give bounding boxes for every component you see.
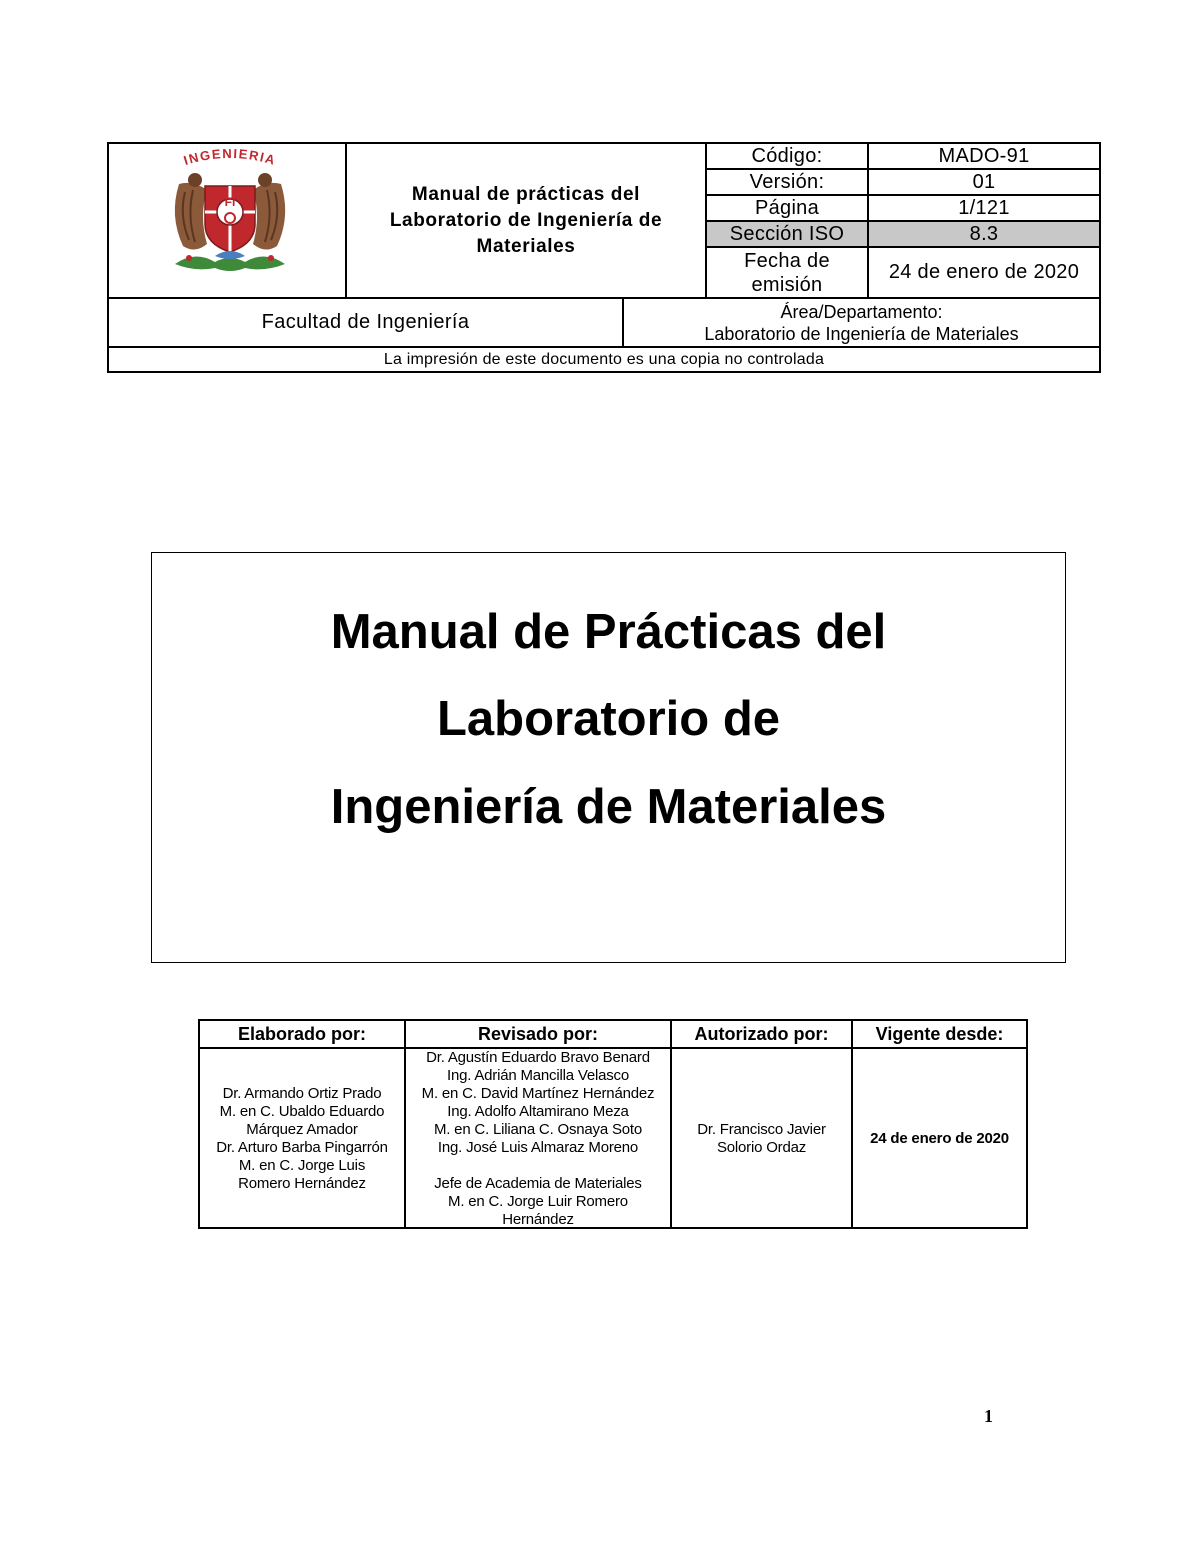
page-label: Página: [754, 196, 820, 219]
area-value: Laboratorio de Ingeniería de Materiales: [704, 323, 1019, 344]
page-number: 1: [984, 1406, 993, 1426]
faculty-name: Facultad de Ingeniería: [261, 311, 470, 333]
uncontrolled-copy-notice: La impresión de este documento es una copia no controlada: [383, 350, 825, 368]
document-title-line: Laboratorio de Ingeniería de: [389, 209, 663, 231]
main-title-line: Laboratorio de: [436, 692, 781, 746]
valid-since-date: 24 de enero de 2020: [870, 1129, 1009, 1147]
document-title-line: Manual de prácticas del: [411, 183, 641, 205]
area-label: Área/Departamento:: [780, 301, 943, 322]
document-title-line: Materiales: [476, 235, 576, 257]
document-title: [347, 144, 705, 297]
valid-since-header: Vigente desde:: [875, 1024, 1004, 1044]
main-title-line: Ingeniería de Materiales: [330, 780, 887, 834]
reviewed-by-names: Dr. Agustín Eduardo Bravo Benard Ing. Adrián Mancilla Velasco M. en C. David Martínez Hernández Ing. Adolfo Altamirano Meza M. en C. Liliana C. Osnaya Soto Ing. José Luis Almaraz Moreno Jefe de Academia de Materiales M. en C. Jorge Luir Romero Hernández: [421, 1048, 655, 1228]
logo-text: INGENIERIA: [181, 146, 278, 168]
code-value: MADO-91: [938, 144, 1030, 167]
main-title-line: Manual de Prácticas del: [330, 605, 887, 659]
code-label: Código:: [751, 144, 823, 167]
iso-section-label: Sección ISO: [729, 222, 845, 245]
issue-date-value: 24 de enero de 2020: [888, 261, 1080, 283]
iso-section-value: 8.3: [969, 222, 999, 245]
authorized-by-header: Autorizado por:: [694, 1024, 829, 1044]
elaborated-by-header: Elaborado por:: [237, 1024, 366, 1044]
faculty-logo: [165, 146, 295, 280]
page-value: 1/121: [958, 196, 1010, 219]
authorized-by-names: Dr. Francisco Javier Solorio Ordaz: [697, 1120, 826, 1156]
svg-text:INGENIERIA: [182, 146, 278, 168]
version-value: 01: [972, 170, 996, 193]
engineering-logo-icon: [165, 146, 295, 280]
logo-letters: FI: [224, 195, 236, 209]
elaborated-by-names: Dr. Armando Ortiz Prado M. en C. Ubaldo Eduardo Márquez Amador Dr. Arturo Barba Pingarrón M. en C. Jorge Luis Romero Hernández: [216, 1084, 388, 1192]
reviewed-by-header: Revisado por:: [477, 1024, 599, 1044]
area-department: [624, 299, 1099, 346]
version-label: Versión:: [749, 170, 825, 193]
issue-date-label: Fecha de emisión: [744, 249, 830, 296]
